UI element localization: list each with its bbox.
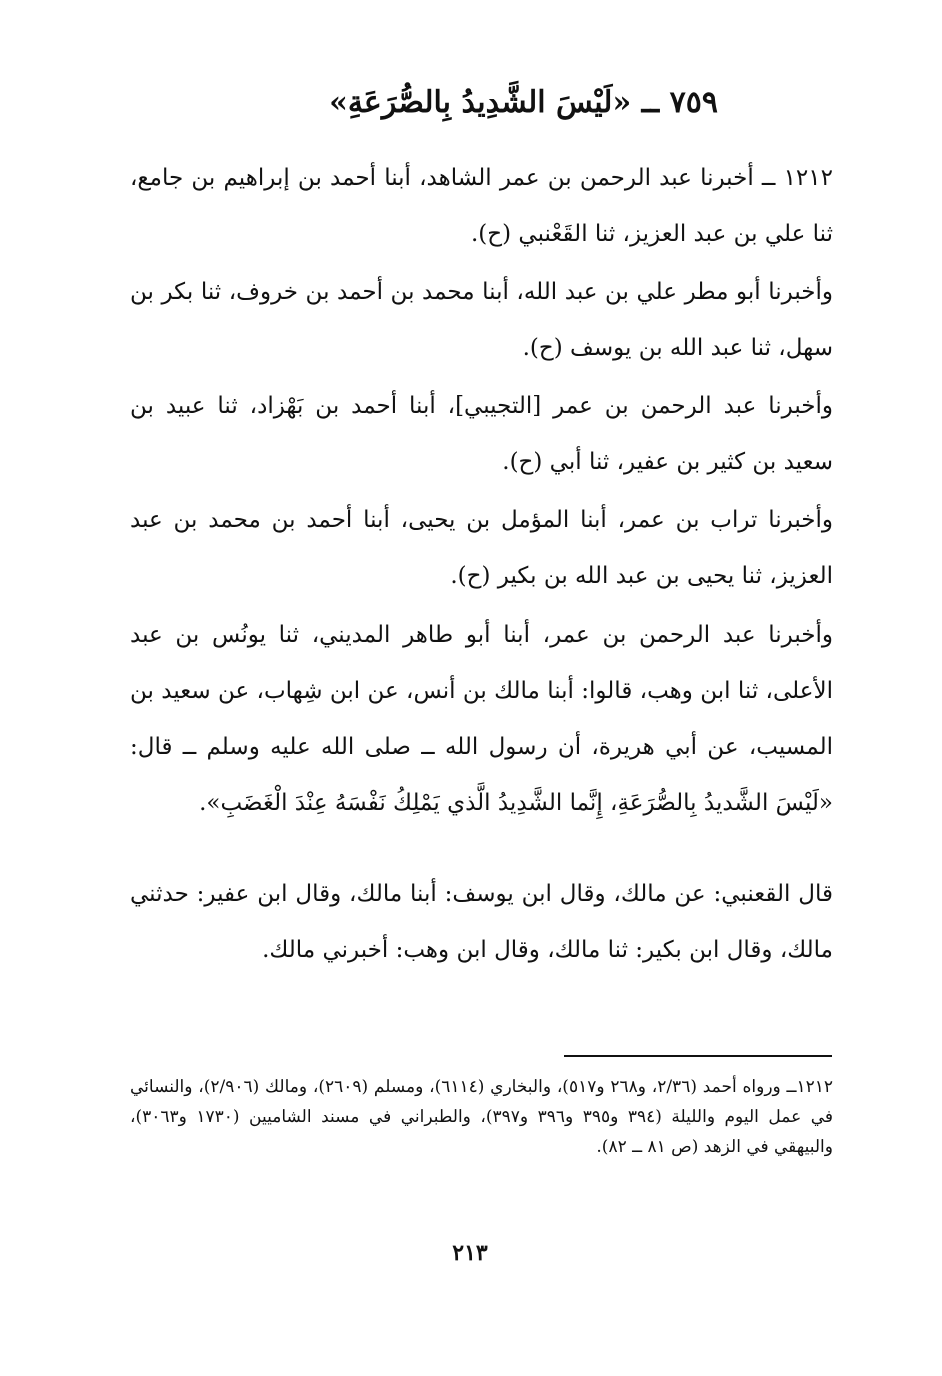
hadith-chain-paragraph-1: ١٢١٢ ــ أخبرنا عبد الرحمن بن عمر الشاهد، أبنا أحمد بن إبراهيم بن جامع، ثنا علي بن عبد العزيز، ثنا القَعْنبي (ح). [130, 165, 833, 247]
hadith-chain-paragraph-3: وأخبرنا عبد الرحمن بن عمر [التجيبي]، أبنا أحمد بن بَهْزاد، ثنا عبيد بن سعيد بن كثير بن عفير، ثنا أبي (ح). [130, 393, 833, 475]
narration-notes-paragraph: قال القعنبي: عن مالك، وقال ابن يوسف: أبنا مالك، وقال ابن عفير: حدثني مالك، وقال ابن بكير: ثنا مالك، وقال ابن وهب: أخبرني مالك. [130, 881, 833, 963]
chapter-heading: ٧٥٩ ــ «لَيْسَ الشَّدِيدُ بِالصُّرَعَةِ» [329, 85, 718, 120]
hadith-chain-paragraph-2: وأخبرنا أبو مطر علي بن عبد الله، أبنا محمد بن أحمد بن خروف، ثنا بكر بن سهل، ثنا عبد الله بن يوسف (ح). [130, 279, 833, 361]
footnote-divider [564, 1055, 832, 1057]
footnote: ١٢١٢ــ ورواه أحمد (٢/٣٦، و٢٦٨ و٥١٧)، والبخاري (٦١١٤)، ومسلم (٢٦٠٩)، ومالك (٢/٩٠٦)، والنسائي في عمل اليوم والليلة (٣٩٤ و٣٩٥ و٣٩٦ و٣٩٧)، والطبراني في مسند الشاميين (١٧٣٠ و٣٠٦٣)، والبيهقي في الزهد (ص ٨١ ــ ٨٢). [130, 1077, 834, 1157]
hadith-chain-paragraph-4: وأخبرنا تراب بن عمر، أبنا المؤمل بن يحيى، أبنا أحمد بن محمد بن عبد العزيز، ثنا يحيى بن عبد الله بن بكير (ح). [130, 507, 833, 589]
hadith-text-paragraph: وأخبرنا عبد الرحمن بن عمر، أبنا أبو طاهر المديني، ثنا يونُس بن عبد الأعلى، ثنا ابن وهب، قالوا: أبنا مالك بن أنس، عن ابن شِهاب، عن سعيد بن المسيب، عن أبي هريرة، أن رسول الله ــ صلى الله عليه وسلم ــ قال: «لَيْسَ الشَّديدُ بِالصُّرَعَةِ، إِنَّما الشَّدِيدُ الَّذي يَمْلِكُ نَفْسَهُ عِنْدَ الْغَضَبِ». [130, 622, 833, 816]
page-number: ٢١٣ [452, 1240, 488, 1266]
